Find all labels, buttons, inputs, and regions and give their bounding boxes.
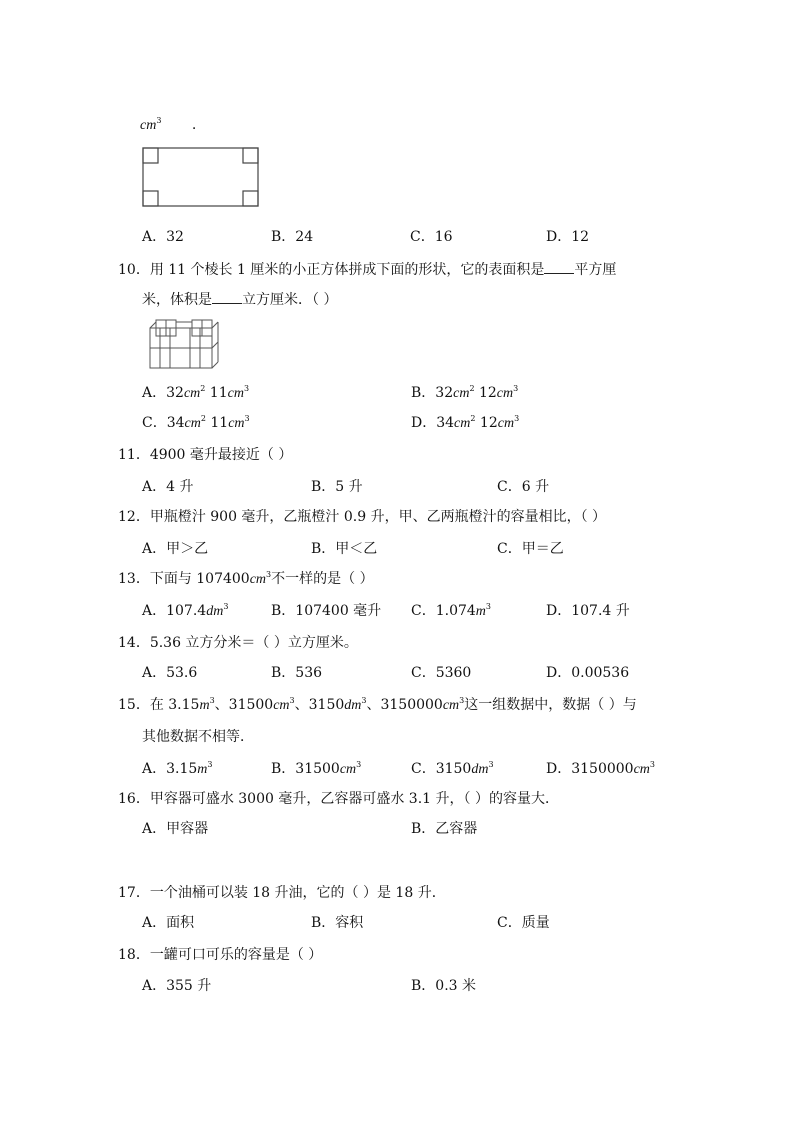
q15-stem-line2: 其他数据不相等． [142, 729, 254, 745]
answer-blank[interactable] [544, 260, 574, 274]
q11-option-c[interactable]: C．6 升 [497, 479, 550, 495]
q10-option-b[interactable]: B．$32cm^2$ $12cm^3$ [411, 384, 519, 401]
q9-rectangle-figure [142, 147, 262, 209]
answer-blank[interactable] [212, 290, 242, 304]
q17-stem: 17．一个油桶可以装 18 升油，它的（ ）是 18 升． [118, 885, 446, 901]
q15-option-d[interactable]: D．$3150000cm^3$ [546, 760, 655, 777]
q10-option-a[interactable]: A．$32cm^2$ $11cm^3$ [142, 384, 250, 401]
q14-option-d[interactable]: D．0.00536 [546, 665, 630, 681]
q12-option-b[interactable]: B．甲＜乙 [311, 541, 378, 557]
q9-option-d[interactable]: D．12 [546, 229, 590, 245]
q16-option-b[interactable]: B．乙容器 [411, 821, 478, 837]
q16-stem: 16．甲容器可盛水 3000 毫升，乙容器可盛水 3.1 升，（ ）的容量大． [118, 791, 559, 807]
q14-option-a[interactable]: A．53.6 [142, 665, 198, 681]
q18-option-a[interactable]: A．355 升 [142, 978, 212, 994]
q12-stem: 12．甲瓶橙汁 900 毫升，乙瓶橙汁 0.9 升，甲、乙两瓶橙汁的容量相比，（ ） [118, 509, 607, 525]
q16-option-a[interactable]: A．甲容器 [142, 821, 209, 837]
q9-option-b[interactable]: B．24 [271, 229, 314, 245]
q9-option-a[interactable]: A．32 [142, 229, 184, 245]
q14-option-c[interactable]: C．5360 [411, 665, 472, 681]
q15-option-a[interactable]: A．$3.15m^3$ [142, 760, 213, 777]
q12-option-c[interactable]: C．甲＝乙 [497, 541, 564, 557]
q10-stem-line2: 米，体积是 立方厘米．（ ） [142, 292, 338, 308]
unit-cm: cm [140, 118, 157, 133]
q13-option-c[interactable]: C．$1.074m^3$ [411, 602, 492, 619]
q15-stem-line1: 15．在 $3.15m^3$、$31500cm^3$、$3150dm^3$、$3150000cm^3$这一组数据中，数据（ ）与 [118, 696, 637, 713]
q11-option-a[interactable]: A．4 升 [142, 479, 194, 495]
q13-option-d[interactable]: D．107.4 升 [546, 603, 630, 619]
q13-stem: 13．下面与 $107400cm^3$不一样的是（ ） [118, 570, 374, 587]
tail-period: . [191, 117, 197, 133]
q18-stem: 18．一罐可口可乐的容量是（ ） [118, 947, 323, 963]
q15-option-c[interactable]: C．$3150dm^3$ [411, 760, 494, 777]
q10-option-c[interactable]: C．$34cm^2$ $11cm^3$ [142, 414, 250, 431]
q13-option-b[interactable]: B．107400 毫升 [271, 603, 382, 619]
q11-stem: 11．4900 毫升最接近（ ） [118, 447, 293, 463]
q13-option-a[interactable]: A．$107.4dm^3$ [142, 602, 229, 619]
q11-option-b[interactable]: B．5 升 [311, 479, 363, 495]
q17-option-a[interactable]: A．面积 [142, 915, 195, 931]
q9-tail: $cm^3$ . [140, 116, 197, 133]
q17-option-c[interactable]: C．质量 [497, 915, 550, 931]
q10-option-d[interactable]: D．$34cm^2$ $12cm^3$ [411, 414, 520, 431]
q15-option-b[interactable]: B．$31500cm^3$ [271, 760, 362, 777]
q12-option-a[interactable]: A．甲＞乙 [142, 541, 209, 557]
q10-cube-figure [148, 318, 220, 372]
q18-option-b[interactable]: B．0.3 米 [411, 978, 477, 994]
q9-option-c[interactable]: C．16 [410, 229, 453, 245]
q14-stem: 14．5.36 立方分米＝（ ）立方厘米。 [118, 635, 358, 651]
q14-option-b[interactable]: B．536 [271, 665, 323, 681]
q10-stem-line1: 10．用 11 个棱长 1 厘米的小正方体拼成下面的形状，它的表面积是 平方厘 [118, 262, 617, 278]
q17-option-b[interactable]: B．容积 [311, 915, 364, 931]
